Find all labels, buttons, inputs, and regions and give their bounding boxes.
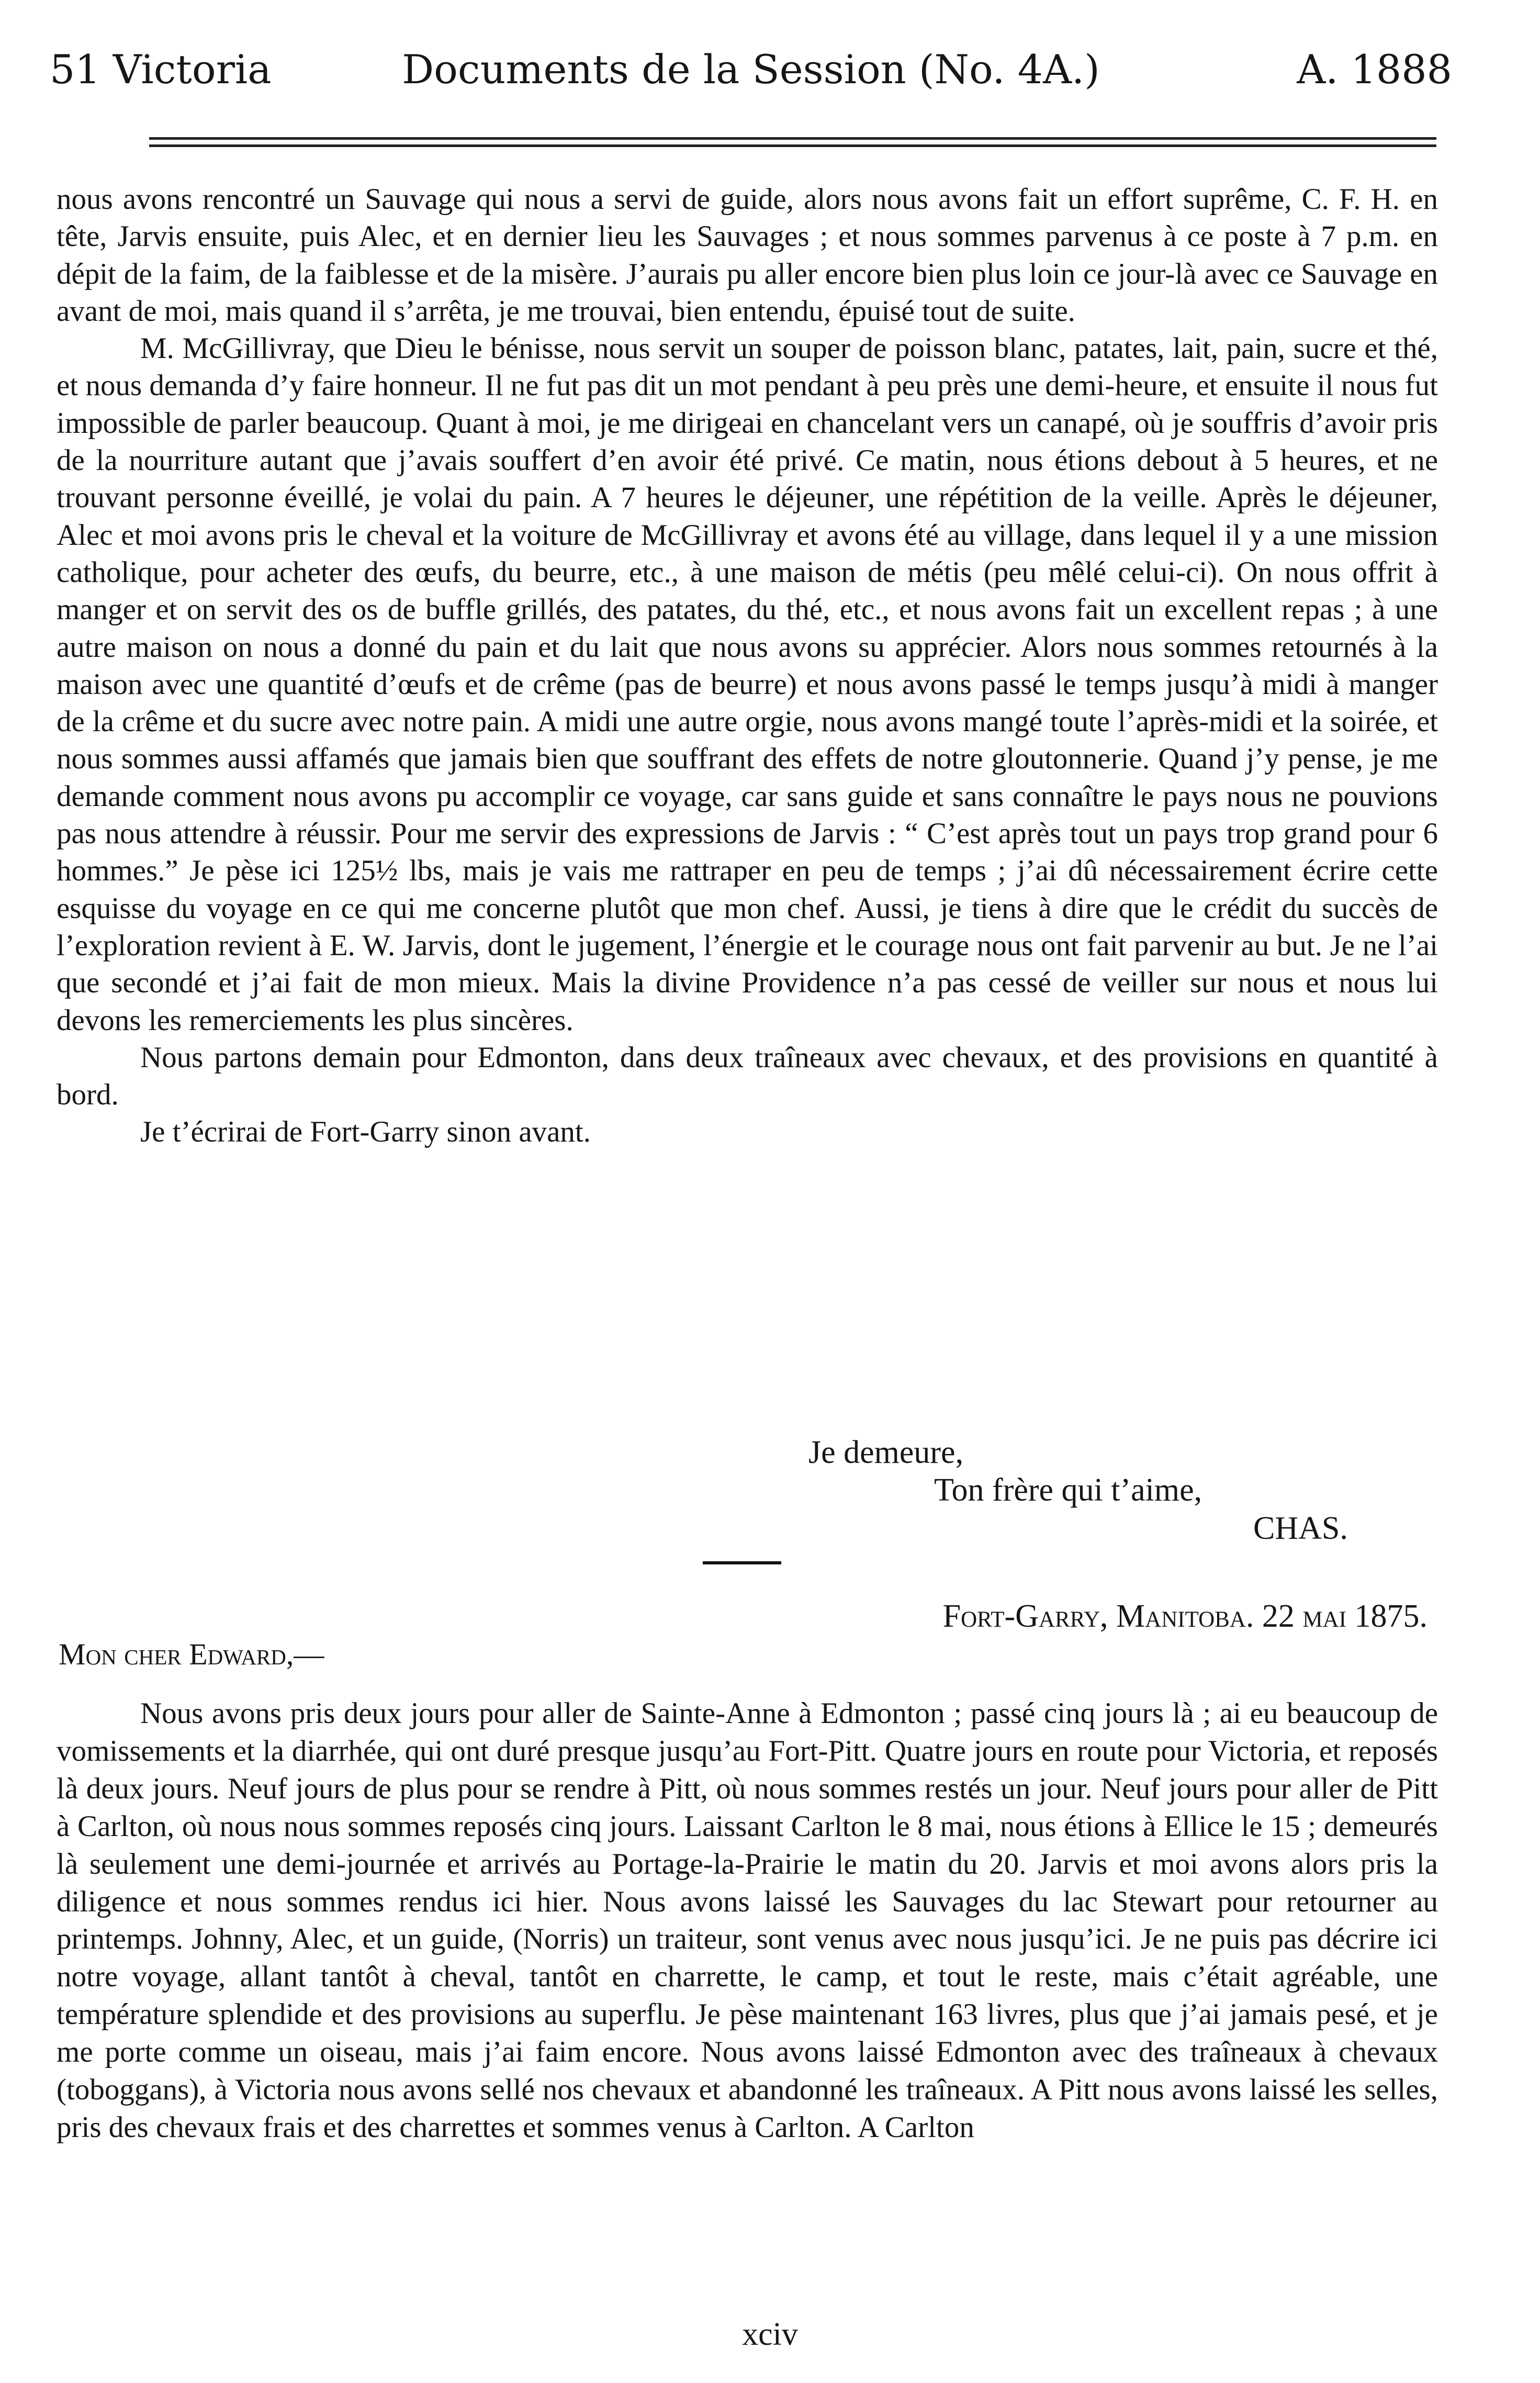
letter-one-paragraph: nous avons rencontré un Sauvage qui nous a servi de guide, alors nous avons fait un effort suprême, C. F. H. en tête, Jarvis ensuite, puis Alec, et en dernier lieu les Sauvages ; et nous sommes parvenus à ce poste à 7 p.m. en dépit de la faim, de la faiblesse et de la misère. J’aurais pu aller encore bien plus loin ce jour-là avec ce Sauvage en avant de moi, mais quand il s’arrêta, je me trouvai, bien entendu, épuisé tout de suite. xyxy=(57,183,1438,328)
header-right: A. 1888 xyxy=(1297,46,1452,93)
closing-line: Je demeure, xyxy=(808,1435,964,1470)
letter-one-paragraph: M. McGillivray, que Dieu le bénisse, nous servit un souper de poisson blanc, patates, lait, pain, sucre et thé, et nous demanda d’y faire honneur. Il ne fut pas dit un mot pendant à peu près une demi-heure, et ensuite il nous fut impossible de parler beaucoup. Quant à moi, je me dirigeai en chancelant vers un canapé, où je souffris d’avoir pris de la nourriture autant que j’avais souffert d’en avoir été privé. Ce matin, nous étions debout à 5 heures, et ne trouvant personne éveillé, je volai du pain. A 7 heures le déjeuner, une répétition de la veille. Après le déjeuner, Alec et moi avons pris le cheval et la voiture de McGillivray et avons été au village, dans lequel il y a une mission catholique, pour acheter des œufs, du beurre, etc., à une maison de métis (peu mêlé celui-ci). On nous offrit à manger et on servit des os de buffle grillés, des patates, du thé, etc., et nous avons fait un excellent repas ; à une autre maison on nous a donné du pain et du lait que nous avons su apprécier. Alors nous sommes retournés à la maison avec une quantité d’œufs et de crême (pas de beurre) et nous avons passé le temps jusqu’à midi à manger de la crême et du sucre avec notre pain. A midi une autre orgie, nous avons mangé toute l’après-midi et la soirée, et nous sommes aussi affamés que jamais bien que souffrant des effets de notre gloutonnerie. Quand j’y pense, je me demande comment nous avons pu accomplir ce voyage, car sans guide et sans connaître le pays nous ne pouvions pas nous attendre à réussir. Pour me servir des expressions de Jarvis : “ C’est après tout un pays trop grand pour 6 hommes.” Je pèse ici 125½ lbs, mais je vais me rattraper en peu de temps ; j’ai dû nécessairement écrire cette esquisse du voyage en ce qui me concerne plutôt que mon chef. Aussi, je tiens à dire que le crédit du succès de l’exploration revient à E. W. Jarvis, dont le jugement, l’énergie et le courage nous ont fait parvenir au but. Je ne l’ai que secondé et j’ai fait de mon mieux. Mais la divine Providence n’a pas cessé de veiller sur nous et nous lui devons les remerciements les plus sincères. xyxy=(57,332,1438,1037)
letter-one-paragraph: Nous partons demain pour Edmonton, dans deux traîneaux avec chevaux, et des provisions en quantité à bord. xyxy=(57,1041,1438,1112)
header-rule-bottom xyxy=(149,144,1436,147)
header-left: 51 Victoria xyxy=(50,46,272,93)
signature: CHAS. xyxy=(1253,1511,1348,1546)
letter-two-body xyxy=(57,1695,1438,2146)
letter-one-paragraph: Je t’écrirai de Fort-Garry sinon avant. xyxy=(140,1115,591,1149)
header-center: Documents de la Session (No. 4A.) xyxy=(402,46,1100,93)
letter-two-paragraph: Nous avons pris deux jours pour aller de Sainte-Anne à Edmonton ; passé cinq jours là ; ai eu beaucoup de vomissements et la diarrhée, qui ont duré presque jusqu’au Fort-Pitt. Quatre jours en route pour Victoria, et reposés là deux jours. Neuf jours de plus pour se rendre à Pitt, où nous sommes restés un jour. Neuf jours pour aller de Pitt à Carlton, où nous nous sommes reposés cinq jours. Laissant Carlton le 8 mai, nous étions à Ellice le 15 ; demeurés là seulement une demi-journée et arrivés au Portage-la-Prairie le matin du 20. Jarvis et moi avons alors pris la diligence et nous sommes rendus ici hier. Nous avons laissé les Sauvages du lac Stewart pour retourner au printemps. Johnny, Alec, et un guide, (Norris) un traiteur, sont venus avec nous jusqu’ici. Je ne puis pas décrire ici notre voyage, allant tantôt à cheval, tantôt en charrette, le camp, et tout le reste, mais c’était agréable, une température splendide et des provisions au superflu. Je pèse maintenant 163 livres, plus que j’ai jamais pesé, et je me porte comme un oiseau, mais j’ai faim encore. Nous avons laissé Edmonton avec des traîneaux à chevaux (toboggans), à Victoria nous avons sellé nos chevaux et abandonné les traîneaux. A Pitt nous avons laissé les selles, pris des chevaux frais et des charrettes et sommes venus à Carlton. A Carlton xyxy=(57,1697,1438,2144)
header-rule-top xyxy=(149,137,1436,140)
dateline: Fort-Garry, Manitoba. 22 mai 1875. xyxy=(942,1598,1427,1634)
section-divider xyxy=(703,1561,781,1564)
valediction: Ton frère qui t’aime, xyxy=(934,1472,1202,1508)
page-number: xciv xyxy=(742,2317,798,2352)
running-header xyxy=(50,41,1452,98)
letter-one-body xyxy=(57,181,1438,1151)
salutation: Mon cher Edward,— xyxy=(59,1637,324,1671)
